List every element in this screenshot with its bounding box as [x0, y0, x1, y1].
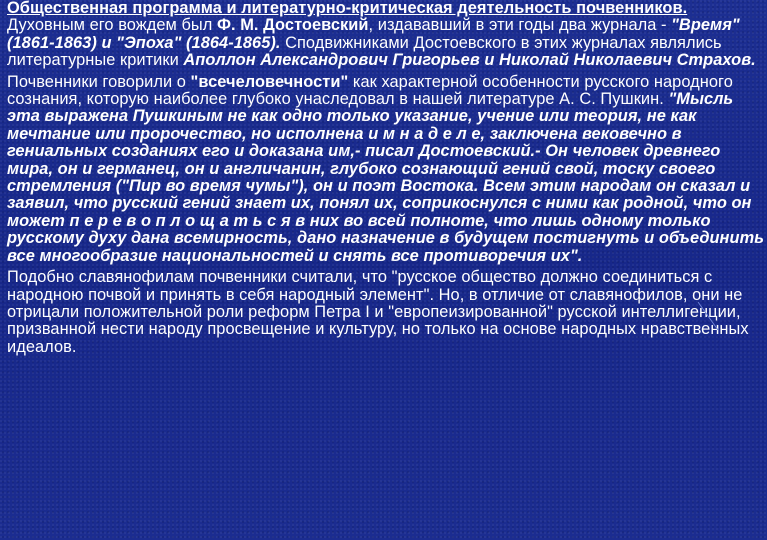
paragraph-dostoevsky [7, 17, 767, 69]
p1-text-a: Духовным его вождем был [7, 16, 217, 35]
paragraph-vsechelovechnost [7, 74, 767, 265]
paragraph-slavophiles: Подобно славянофилам почвенники считали, что "русское общество должно соединиться с народною почвой и принять в себя народный элемент". Но, в отличие от славянофилов, они не отрицали положительной роли реформ Петра I и "европеизированной" русской интеллигенции, призванной нести народу просвещение и культуру, но только на основе народных нравственных идеалов. [7, 268, 749, 356]
p1-text-c: , издававший в эти годы два журнала - [368, 16, 672, 35]
p1-journals: "Время" (1861-1863) и "Эпоха" (1864-1865). [7, 16, 740, 52]
p1-text-e: Сподвижниками Достоевского в этих журналах являлись литературные критики [7, 33, 722, 70]
p2-text-a: Почвенники говорили о [7, 72, 191, 91]
slide-title: Общественная программа и литературно-критическая деятельность почвенников. [7, 0, 688, 17]
p1-dostoevsky-name: Ф. М. Достоевский [216, 16, 369, 35]
p2-term: "всечеловечности" [190, 72, 349, 91]
p1-critics-names: Аполлон Александрович Григорьев и Николай Николаевич Страхов. [183, 51, 756, 70]
slide-text [7, 0, 767, 356]
p2-quote: "Мысль эта выражена Пушкиным не как одно только указание, учение или теория, не как мечтание или пророчество, но исполнена и м н а д е л е, заключена вековечно в гениальных созданиях его и доказана им,- писал Достоевский.- Он человек древнего мира, он и германец, он и англичанин, глубоко сознающий гений свой, тоску своего стремления ("Пир во время чумы"), он и поэт Востока. Всем этим народам он сказал и заявил, что русский гений знает их, понял их, соприкоснулся с ними как родной, что он может п е р е в о п л о щ а т ь с я в них во всей полноте, что лишь одному только русскому духу дана всемирность, дано назначение в будущем постигнуть и объединить все многообразие национальностей и снять все противоречия их". [7, 90, 764, 265]
p2-text-c: как характерной особенности русского народного сознания, которую наиболее глубоко унаследовал в нашей литературе А. С. Пушкин. [7, 72, 733, 109]
